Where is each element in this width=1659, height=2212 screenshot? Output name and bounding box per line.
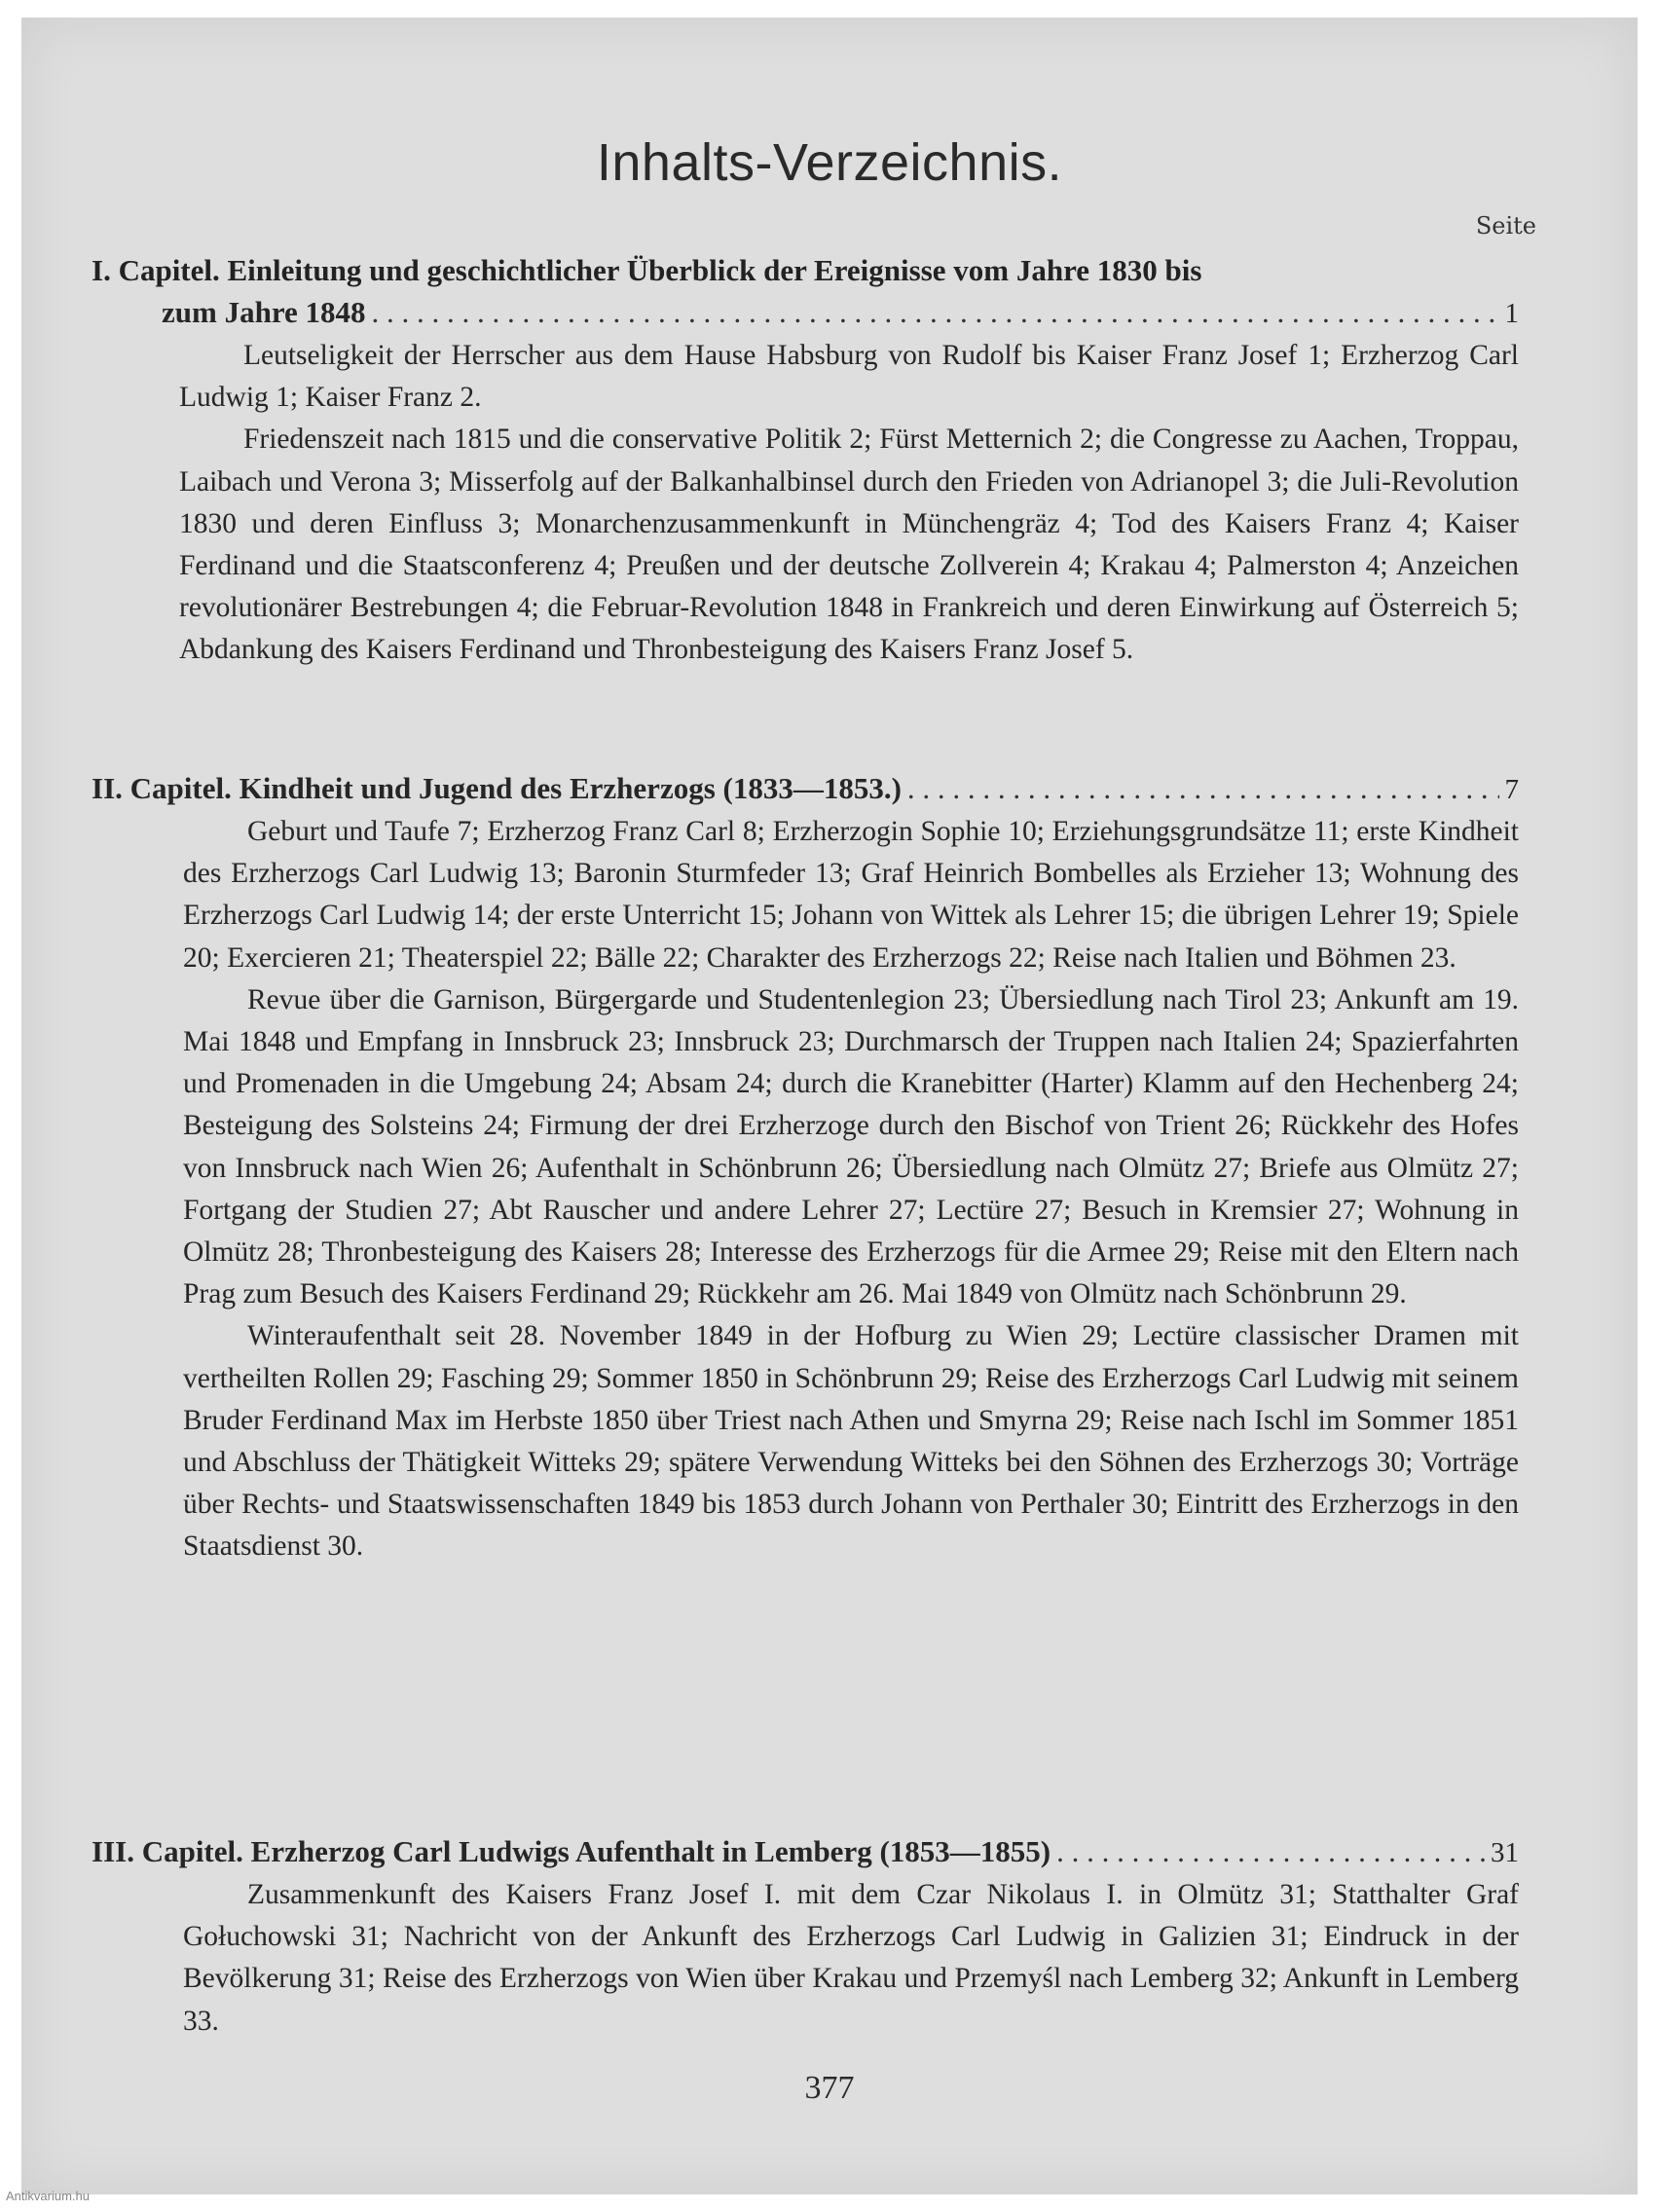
chapter-title: Erzherzog Carl Ludwigs Aufenthalt in Lemberg (1853—1855) xyxy=(250,1834,1051,1868)
chapter-number: III. Capitel. xyxy=(92,1834,243,1868)
chapter-heading xyxy=(92,249,1519,291)
chapter-heading xyxy=(92,1830,1519,1874)
page-title: Inhalts-Verzeichnis. xyxy=(596,133,1063,192)
chapter-title: Einleitung und geschichtlicher Überblick der Ereignisse vom Jahre 1830 bis xyxy=(227,253,1202,287)
chapter-page-number: 1 xyxy=(1504,298,1519,329)
summary-paragraph: Leutseligkeit der Herrscher aus dem Hause Habsburg von Rudolf bis Kaiser Franz Josef 1; Erzherzog Carl Ludwig 1; Kaiser Franz 2. xyxy=(179,340,1519,414)
book-page xyxy=(21,18,1638,2194)
dot-leader xyxy=(372,291,1499,333)
chapter-page-number: 31 xyxy=(1491,1837,1519,1868)
chapter-title-continuation xyxy=(92,291,1519,335)
chapter-title: Kindheit und Jugend des Erzherzogs (1833—1853.) xyxy=(239,771,902,805)
folio-page-number: 377 xyxy=(804,2070,855,2106)
summary-paragraph: Geburt und Taufe 7; Erzherzog Franz Carl 8; Erzherzogin Sophie 10; Erziehungsgrundsätze 11; erste Kindheit des Erzherzogs Carl Ludwig 13; Baronin Sturmfeder 13; Graf Heinrich Bombelles als Erzieher 13; Wohnung des Erzherzogs Carl Ludwig 14; der erste Unterricht 15; Johann von Wittek als Lehrer 15; die übrigen Lehrer 19; Spiele 20; Exercieren 21; Theaterspiel 22; Bälle 22; Charakter des Erzherzogs 22; Reise nach Italien und Böhmen 23. xyxy=(183,816,1519,974)
chapter-1 xyxy=(92,249,1519,672)
chapter-page-number: 7 xyxy=(1504,774,1519,805)
summary-paragraph: Friedenszeit nach 1815 und die conservative Politik 2; Fürst Metternich 2; die Congresse zu Aachen, Troppau, Laibach und Verona 3; Misserfolg auf der Balkanhalbinsel durch den Frieden von Adrianopel 3; die Juli-Revolution 1830 und deren Einfluss 3; Monarchenzusammenkunft in Münchengräz 4; Tod des Kaisers Franz 4; Kaiser Ferdinand und die Staatsconferenz 4; Preußen und der deutsche Zollverein 4; Krakau 4; Palmerston 4; Anzeichen revolutionärer Bestrebungen 4; die Februar-Revolution 1848 in Frankreich und deren Einwirkung auf Österreich 5; Abdankung des Kaisers Ferdinand und Thronbesteigung des Kaisers Franz Josef 5. xyxy=(179,424,1519,666)
chapter-number: I. Capitel. xyxy=(92,253,220,287)
chapter-title-line2: zum Jahre 1848 xyxy=(162,295,366,329)
page-column-label: Seite xyxy=(1475,212,1536,240)
summary-paragraph: Winteraufenthalt seit 28. November 1849 in der Hofburg zu Wien 29; Lectüre classischer Dramen mit vertheilten Rollen 29; Fasching 29; Sommer 1850 in Schönbrunn 29; Reise des Erzherzogs Carl Ludwig mit seinem Bruder Ferdinand Max im Herbste 1850 über Triest nach Athen und Smyrna 29; Reise nach Ischl im Sommer 1851 und Abschluss der Thätigkeit Witteks 29; spätere Verwendung Witteks bei den Söhnen des Erzherzogs 30; Vorträge über Rechts- und Staatswissenschaften 1849 bis 1853 durch Johann von Perthaler 30; Eintritt des Erzherzogs in den Staatsdienst 30. xyxy=(183,1320,1519,1563)
chapter-3 xyxy=(92,1830,1519,2043)
summary-paragraph: Revue über die Garnison, Bürgergarde und Studentenlegion 23; Übersiedlung nach Tirol 23; Ankunft am 19. Mai 1848 und Empfang in Innsbruck 23; Innsbruck 23; Durchmarsch der Truppen nach Italien 24; Spazierfahrten und Promenaden in die Umgebung 24; Absam 24; durch die Kranebitter (Harter) Klamm auf den Hechenberg 24; Besteigung des Solsteins 24; Firmung der drei Erzherzoge durch den Bischof von Trient 26; Rückkehr des Hofes von Innsbruck nach Wien 26; Aufenthalt in Schönbrunn 26; Übersiedlung nach Olmütz 27; Briefe aus Olmütz 27; Fortgang der Studien 27; Abt Rauscher und andere Lehrer 27; Lectüre 27; Besuch in Kremsier 27; Wohnung in Olmütz 28; Thronbesteigung des Kaisers 28; Interesse des Erzherzogs für die Armee 29; Reise mit den Eltern nach Prag zum Besuch des Kaisers Ferdinand 29; Rückkehr am 26. Mai 1849 von Olmütz nach Schönbrunn 29. xyxy=(183,983,1519,1310)
dot-leader xyxy=(907,767,1499,809)
dot-leader xyxy=(1056,1830,1485,1872)
summary-paragraph: Zusammenkunft des Kaisers Franz Josef I. mit dem Czar Nikolaus I. in Olmütz 31; Statthalter Graf Gołuchowski 31; Nachricht von der Ankunft des Erzherzogs Carl Ludwig in Galizien 31; Eindruck in der Bevölkerung 31; Reise des Erzherzogs von Wien über Krakau und Przemyśl nach Lemberg 32; Ankunft in Lemberg 33. xyxy=(183,1879,1519,2037)
chapter-2 xyxy=(92,767,1519,1568)
chapter-number: II. Capitel. xyxy=(92,771,232,805)
chapter-heading xyxy=(92,767,1519,811)
watermark: Antikvarium.hu xyxy=(6,2189,90,2203)
